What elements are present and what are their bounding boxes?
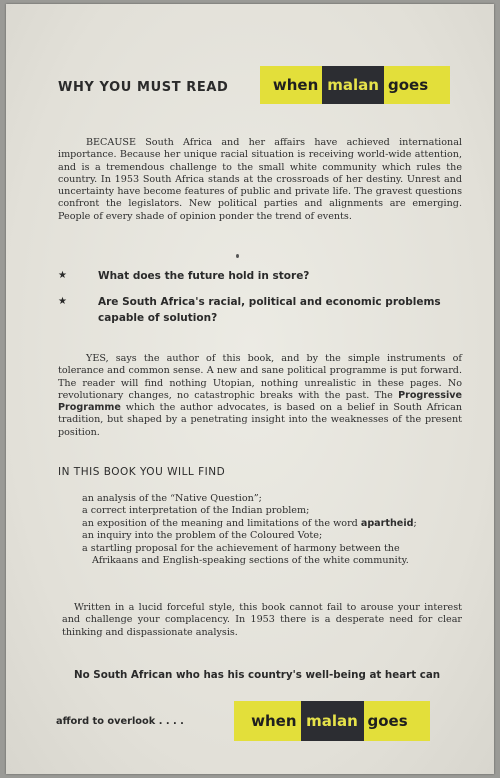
logo-word-goes: goes (364, 701, 431, 741)
list-item: a startling proposal for the achievement of harmony between the (82, 542, 400, 554)
answer-paragraph (58, 353, 462, 439)
logo-word-when: when (260, 66, 322, 104)
intro-paragraph: BECAUSE South Africa and her affairs have achieved international importance. Because her unique racial situation is receiving world-wide attention, and is a tremendous challenge to the small white community which rules the country. In 1953 South Africa stands at the crossroads of her destiny. Unrest and uncertainty have become features of public and private life. The gravest questions confront the legislators. New political parties and alignments are emerging. People of every shade of opinion ponder the trend of events. (58, 137, 462, 222)
book-back-cover (6, 4, 494, 774)
list-item (82, 518, 462, 530)
question-text: Are South Africa's racial, political and economic problems capable of solution? (98, 296, 441, 324)
progressive-programme-term: Progressive Programme (58, 389, 462, 414)
afford-line: afford to overlook . . . . (56, 716, 184, 727)
apartheid-term: apartheid (360, 517, 414, 529)
list-item: an inquiry into the problem of the Coloured Vote; (82, 530, 323, 542)
header-row (58, 66, 458, 104)
logo-word-when: when (234, 701, 301, 741)
ink-spot (236, 254, 239, 258)
written-paragraph: Written in a lucid forceful style, this book cannot fail to arouse your interest and challenge your complacency. In 1953 there is a desperate need for clear thinking and dispassionate analysis. (62, 602, 462, 638)
list-item-suffix: ; (413, 517, 417, 529)
star-bullet-icon: ★ (58, 270, 67, 281)
list-item-text: an exposition of the meaning and limitations of the word (82, 517, 361, 529)
list-item-continuation: Afrikaans and English-speaking sections of the white community. (92, 555, 409, 567)
list-item: an analysis of the “Native Question”; (82, 493, 262, 504)
title-logo-top (260, 66, 450, 104)
why-you-must-read-heading: WHY YOU MUST READ (58, 80, 229, 95)
logo-word-goes: goes (384, 66, 450, 104)
title-logo-bottom (234, 701, 430, 741)
star-bullet-icon: ★ (58, 296, 67, 307)
logo-word-malan: malan (301, 701, 364, 741)
list-item: a correct interpretation of the Indian problem; (82, 505, 310, 517)
answer-text-start: YES, says the author of this book, and by the simple instruments of tolerance and common sense. A new and sane political programme is put forward. The reader will find nothing Utopian, nothing unrealistic in these pages. No revolutionary changes, no catastrophic breaks with the past. The (58, 353, 462, 401)
question-text: What does the future hold in store? (98, 270, 310, 282)
answer-text-end: which the author advocates, is based on a belief in South African tradition, but shaped by a penetrating insight into the weaknesses of the present position. (58, 402, 462, 438)
find-list (82, 493, 462, 567)
find-heading: IN THIS BOOK YOU WILL FIND (58, 466, 226, 478)
logo-word-malan: malan (322, 66, 384, 104)
closing-line: No South African who has his country's well-being at heart can (74, 669, 441, 681)
